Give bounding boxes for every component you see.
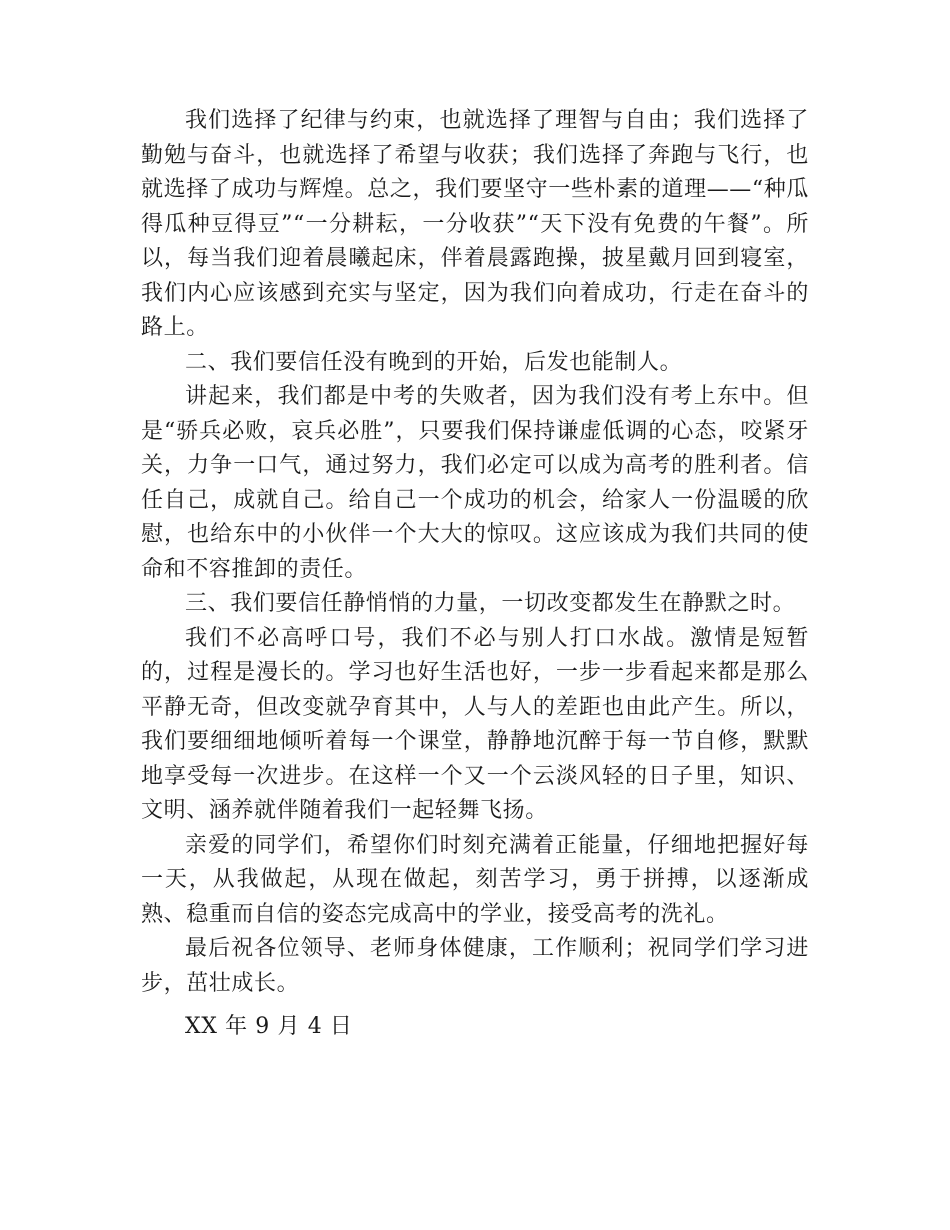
section-heading-2: 二、我们要信任没有晚到的开始，后发也能制人。	[185, 349, 683, 375]
paragraph-late-start: 讲起来，我们都是中考的失败者，因为我们没有考上东中。但是“骄兵必败，哀兵必胜”，只要我们保持谦虚低调的心态，咬紧牙关，力争一口气，通过努力，我们必定可以成为高考的胜利者。信任自己，成就自己。给自己一个成功的机会，给家人一份温暖的欣慰，也给东中的小伙伴一个大大的惊叹。这应该成为我们共同的使命和不容推卸的责任。	[141, 384, 809, 582]
paragraph-quiet-power: 我们不必高呼口号，我们不必与别人打口水战。激情是短暂的，过程是漫长的。学习也好生活也好，一步一步看起来都是那么平静无奇，但改变就孕育其中，人与人的差距也由此产生。所以，我们要细细地倾听着每一个课堂，静静地沉醉于每一节自修，默默地享受每一次进步。在这样一个又一个云淡风轻的日子里，知识、文明、涵养就伴随着我们一起轻舞飞扬。	[141, 625, 809, 823]
section-heading-3: 三、我们要信任静悄悄的力量，一切改变都发生在静默之时。	[185, 591, 796, 616]
paragraph-discipline: 我们选择了纪律与约束，也就选择了理智与自由；我们选择了勤勉与奋斗，也就选择了希望与收获；我们选择了奔跑与飞行，也就选择了成功与辉煌。总之，我们要坚守一些朴素的道理——“种瓜得瓜种豆得豆”“一分耕耘，一分收获”“天下没有免费的午餐”。所以，每当我们迎着晨曦起床，伴着晨露跑操，披星戴月回到寝室，我们内心应该感到充实与坚定，因为我们向着成功，行走在奋斗的路上。	[141, 108, 809, 340]
document-date: XX 年 9 月 4 日	[185, 1014, 353, 1039]
paragraph-dear-students: 亲爱的同学们，希望你们时刻充满着正能量，仔细地把握好每一天，从我做起，从现在做起，刻苦学习，勇于拼搏，以逐渐成熟、稳重而自信的姿态完成高中的学业，接受高考的洗礼。	[141, 832, 809, 927]
paragraph-closing-wishes: 最后祝各位领导、老师身体健康，工作顺利；祝同学们学习进步，茁壮成长。	[141, 936, 809, 996]
document-body	[141, 104, 809, 1045]
